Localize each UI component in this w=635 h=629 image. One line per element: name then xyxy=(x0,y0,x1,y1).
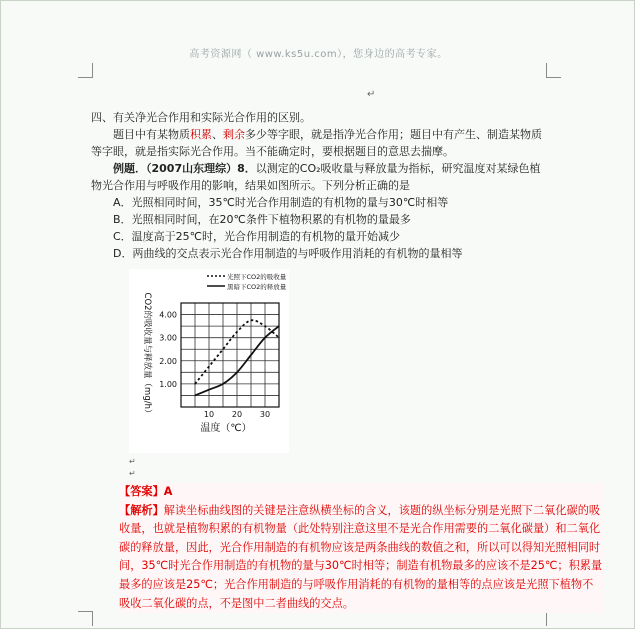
data-point-series-1 xyxy=(208,366,209,367)
chart-svg xyxy=(129,269,289,453)
margin-corner-top-right xyxy=(546,63,561,78)
x-tick-label: 30 xyxy=(259,410,271,419)
x-tick-label: 10 xyxy=(203,410,215,419)
analysis-label: 【解析】 xyxy=(119,503,164,517)
margin-corner-bottom-left xyxy=(78,611,93,626)
keyword-remain: 剩余 xyxy=(223,128,245,141)
legend-label: 黑暗下CO2的释放量 xyxy=(227,283,287,291)
legend-label: 光照下CO2的吸收量 xyxy=(227,273,287,281)
data-point-series-1 xyxy=(236,331,237,332)
y-tick-label: 4.00 xyxy=(159,310,177,320)
data-point-series-2 xyxy=(278,326,279,327)
explain-part2: 多少等字眼，就是指净光合作用；题目中有产生、制造某物质等字眼，就是指实际光合作用。当不能确定时，要根据题目的意思去揣摩。 xyxy=(91,128,542,158)
keyword-separator: 、 xyxy=(212,128,223,141)
data-point-series-2 xyxy=(236,372,237,373)
data-point-series-1 xyxy=(194,383,195,384)
document-body xyxy=(91,109,543,262)
data-point-series-2 xyxy=(222,383,223,384)
option-a: A．光照相同时间，35℃时光合作用制造的有机物的量与30℃时相等 xyxy=(113,196,449,209)
page-header: 高考资源网（ www.ks5u.com），您身边的高考专家。 xyxy=(189,49,448,60)
section-title: 四、有关净光合作用和实际光合作用的区别。 xyxy=(91,111,311,124)
x-tick-label: 20 xyxy=(231,410,243,419)
example-stem: 以测定的CO₂吸收量与释放量为指标，研究温度对某绿色植物光合作用与呼吸作用的影响，结果如图所示。下列分析正确的是 xyxy=(91,162,541,192)
y-axis-label: CO2的吸收量与释放量（mg/h） xyxy=(142,292,152,418)
y-tick-label: 1.00 xyxy=(159,379,177,389)
data-point-series-1 xyxy=(250,320,251,321)
data-point-series-1 xyxy=(278,337,279,338)
answer-label: 【答案】A xyxy=(119,485,173,498)
example-question xyxy=(91,160,543,194)
explain-part1: 题目中有某物质 xyxy=(113,128,190,141)
y-tick-label: 3.00 xyxy=(159,333,177,343)
explanation-paragraph xyxy=(91,126,543,160)
analysis-text: 解读坐标曲线图的关键是注意纵横坐标的含义，该题的纵坐标分别是光照下二氧化碳的吸收量，也就是植物积累的有机物量（此处特别注意这里不是光合作用需要的二氧化碳量）和二氧化碳的释放量，因此，光合作用制造的有机物应该是两条曲线的数值之和，所以可以得知光照相同时间，35℃时光合作用制造的有机物的量与30℃时相等；制造有机物最多的应该不是25℃；积累量最多的应该是25℃；光合作用制造的与呼吸作用消耗的有机物的量相等的点应该是光照下植物不吸收二氧化碳的点，不是图中二者曲线的交点。 xyxy=(119,503,603,610)
data-point-series-2 xyxy=(194,395,195,396)
paragraph-mark-2: ↵ xyxy=(129,469,136,478)
option-b: B．光照相同时间，在20℃条件下植物积累的有机物的量最多 xyxy=(113,213,411,226)
example-label: 例题．（2007山东理综）8． xyxy=(113,162,256,175)
margin-corner-top-left xyxy=(78,63,93,78)
paragraph-mark-1: ↵ xyxy=(129,457,136,466)
margin-corner-bottom-right xyxy=(546,611,561,626)
plot-frame xyxy=(181,303,279,407)
analysis-paragraph xyxy=(119,502,604,614)
paragraph-mark: ↵ xyxy=(367,89,376,100)
data-point-series-2 xyxy=(264,337,265,338)
temperature-co2-chart xyxy=(129,269,289,453)
option-c: C．温度高于25℃时，光合作用制造的有机物的量开始减少 xyxy=(113,230,401,243)
data-point-series-2 xyxy=(208,389,209,390)
answer-block xyxy=(119,483,604,613)
keyword-accumulate: 积累 xyxy=(190,128,212,141)
option-d: D．两曲线的交点表示光合作用制造的与呼吸作用消耗的有机物的量相等 xyxy=(113,247,463,260)
data-point-series-1 xyxy=(264,326,265,327)
x-axis-label: 温度（℃） xyxy=(200,423,252,434)
data-point-series-1 xyxy=(222,349,223,350)
y-tick-label: 2.00 xyxy=(159,356,177,366)
data-point-series-2 xyxy=(250,354,251,355)
